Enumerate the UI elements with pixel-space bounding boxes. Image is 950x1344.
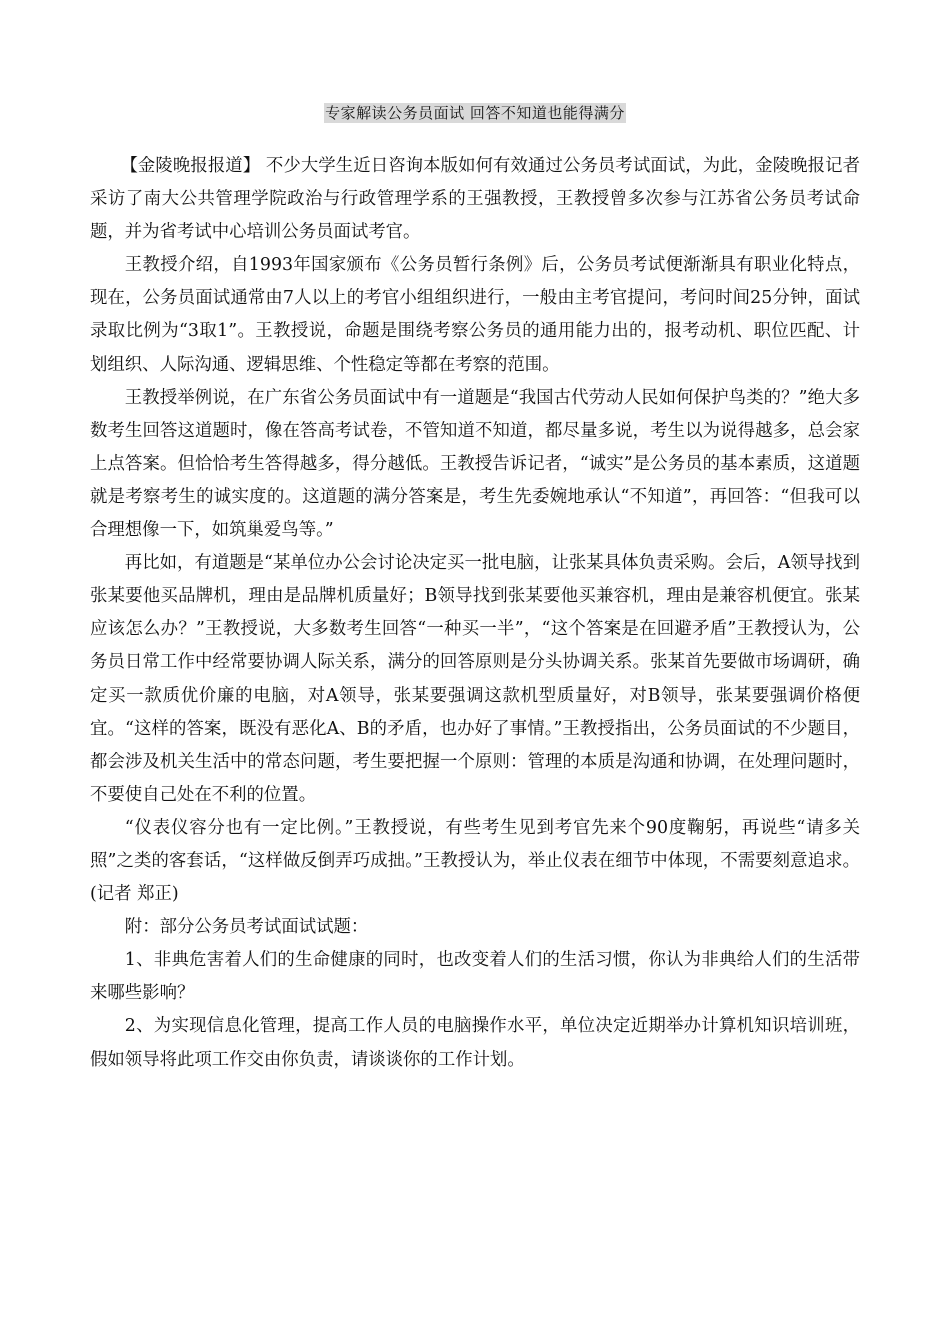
paragraph-example-birds: 王教授举例说，在广东省公务员面试中有一道题是“我国古代劳动人民如何保护鸟类的？”绝大多数考生回答这道题时，像在答高考试卷，不管知道不知道，都尽量多说，考生以为说得越多，总会家上点答案。但恰恰考生答得越多，得分越低。王教授告诉记者，“诚实”是公务员的基本素质，这道题就是考察考生的诚实度的。这道题的满分答案是，考生先委婉地承认“不知道”，再回答：“但我可以合理想像一下，如筑巢爱鸟等。”	[90, 387, 860, 541]
paragraph-question-2: 2、为实现信息化管理，提高工作人员的电脑操作水平，单位决定近期举办计算机知识培训班，假如领导将此项工作交由你负责，请谈谈你的工作计划。	[90, 1016, 860, 1070]
article-title: 专家解读公务员面试 回答不知道也能得满分	[325, 104, 625, 122]
paragraph-intro: 【金陵晚报报道】 不少大学生近日咨询本版如何有效通过公务员考试面试，为此，金陵晚报记者采访了南大公共管理学院政治与行政管理学系的王强教授，王教授曾多次参与江苏省公务员考试命题，并为省考试中心培训公务员面试考官。	[90, 156, 860, 243]
paragraph-question-1: 1、非典危害着人们的生命健康的同时，也改变着人们的生活习惯，你认为非典给人们的生活带来哪些影响？	[90, 950, 860, 1004]
article-body	[90, 150, 860, 1077]
title-container	[0, 103, 950, 123]
paragraph-appendix-heading: 附：部分公务员考试面试试题：	[124, 917, 369, 938]
paragraph-appearance: “仪表仪容分也有一定比例。”王教授说，有些考生见到考官先来个90度鞠躬，再说些“请多关照”之类的客套话，“这样做反倒弄巧成拙。”王教授认为，举止仪表在细节中体现，不需要刻意追求。(记者 郑正)	[90, 817, 860, 905]
paragraph-example-computers: 再比如，有道题是“某单位办公会讨论决定买一批电脑，让张某具体负责采购。会后，A领导找到张某要他买品牌机，理由是品牌机质量好；B领导找到张某要他买兼容机，理由是兼容机便宜。张某应该怎么办？”王教授说，大多数考生回答“一种买一半”，“这个答案是在回避矛盾”王教授认为，公务员日常工作中经常要协调人际关系，满分的回答原则是分头协调关系。张某首先要做市场调研，确定买一款质优价廉的电脑，对A领导，张某要强调这款机型质量好，对B领导，张某要强调价格便宜。“这样的答案，既没有恶化A、B的矛盾，也办好了事情。”王教授指出，公务员面试的不少题目，都会涉及机关生活中的常态问题，考生要把握一个原则：管理的本质是沟通和协调，在处理问题时，不要使自己处在不利的位置。	[90, 553, 860, 805]
paragraph-background: 王教授介绍，自1993年国家颁布《公务员暂行条例》后，公务员考试便渐渐具有职业化特点，现在，公务员面试通常由7人以上的考官小组组织进行，一般由主考官提问，考问时间25分钟，面试录取比例为“3取1”。王教授说，命题是围绕考察公务员的通用能力出的，报考动机、职位匹配、计划组织、人际沟通、逻辑思维、个性稳定等都在考察的范围。	[90, 255, 860, 375]
